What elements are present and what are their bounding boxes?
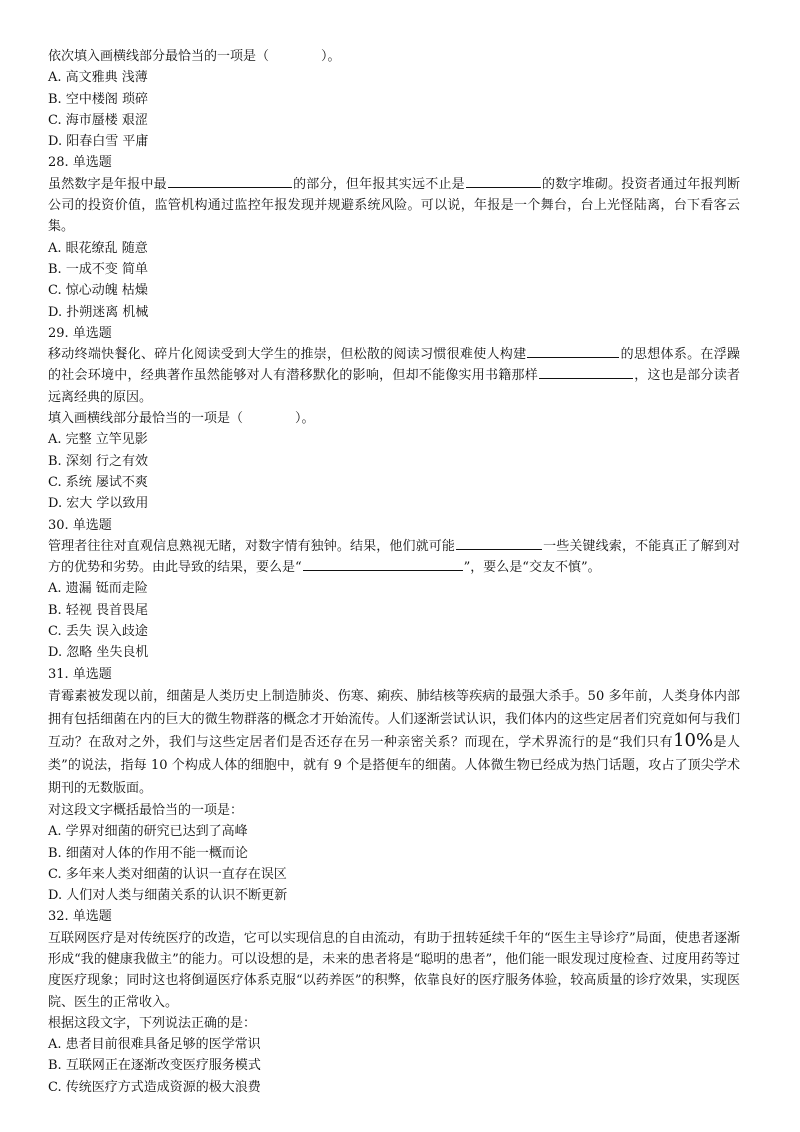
q29-option-c: C. 系统 屡试不爽 (48, 474, 148, 490)
q30-header: 30. 单选题 (48, 517, 112, 533)
q29-stem-part-a: 移动终端快餐化、碎片化阅读受到大学生的推崇，但松散的阅读习惯很难使人构建 (48, 347, 527, 363)
q28-blank-1 (168, 174, 292, 188)
q29-blank-1 (527, 344, 619, 358)
q30-option-b: B. 轻视 畏首畏尾 (48, 602, 148, 618)
q30-blank-2 (303, 557, 463, 571)
q30-option-a: A. 遗漏 铤而走险 (48, 581, 148, 597)
q28-header: 28. 单选题 (48, 155, 112, 171)
q31-option-a: A. 学界对细菌的研究已达到了高峰 (48, 824, 248, 840)
q28-stem-part-c: 的数字堆砌。投资者通过年报判断公司的投资价值，监管机构通过监控年报发现并规避系统风险。可以说，年报是一个舞台，台上光怪陆离，台下看客云集。 (48, 176, 740, 235)
q31-option-c: C. 多年来人类对细菌的认识一直存在误区 (48, 866, 287, 882)
q29-option-b: B. 深刻 行之有效 (48, 453, 148, 469)
q27-option-c: C. 海市蜃楼 艰涩 (48, 112, 148, 128)
q30-stem-part-c: ”，要么是“交友不慎”。 (463, 560, 601, 576)
q28-option-a: A. 眼花缭乱 随意 (48, 240, 148, 256)
q32-header: 32. 单选题 (48, 909, 112, 925)
q31-header: 31. 单选题 (48, 666, 112, 682)
q31-prompt: 对这段文字概括最恰当的一项是： (48, 802, 244, 818)
q31-stem (48, 685, 740, 800)
q30-option-c: C. 丢失 误入歧途 (48, 624, 148, 640)
q29-option-a: A. 完整 立竿见影 (48, 432, 148, 448)
q29-stem-part-b: 的思想体系。在浮躁的社会环境中，经典著作虽然能够对人有潜移默化的影响，但却不能像实用书籍那样 (48, 347, 740, 384)
q31-option-d: D. 人们对人类与细菌关系的认识不断更新 (48, 888, 288, 904)
q32-option-a: A. 患者目前很难具备足够的医学常识 (48, 1037, 261, 1053)
q29-blank-2 (539, 365, 633, 379)
q28-blank-2 (466, 174, 541, 188)
q29-header: 29. 单选题 (48, 325, 112, 341)
q30-stem-part-a: 管理者往往对直观信息熟视无睹，对数字情有独钟。结果，他们就可能 (48, 538, 456, 554)
q32-option-c: C. 传统医疗方式造成资源的极大浪费 (48, 1079, 261, 1095)
q28-option-d: D. 扑朔迷离 机械 (48, 304, 149, 320)
q29-stem-part-c: ，这也是部分读者远离经典的原因。 (48, 368, 740, 405)
q28-option-b: B. 一成不变 简单 (48, 261, 148, 277)
q30-stem (48, 536, 740, 579)
q30-blank-1 (456, 536, 542, 550)
q31-stem-percent: 10% (673, 729, 714, 751)
q32-stem: 互联网医疗是对传统医疗的改造，它可以实现信息的自由流动，有助于扭转延续千年的“医生主导诊疗”局面，使患者逐渐形成“我的健康我做主”的能力。可以设想的是，未来的患者将是“聪明的患者”，他们能一眼发现过度检查、过度用药等过度医疗现象；同时这也将倒逼医疗体系克服“以药养医”的积弊，依靠良好的医疗服务体验，较高质量的诊疗效果，实现医院、医生的正常收入。 (48, 930, 740, 1010)
q32-prompt: 根据这段文字，下列说法正确的是： (48, 1015, 257, 1031)
q28-stem-part-a: 虽然数字是年报中最 (48, 176, 167, 192)
q28-stem (48, 174, 740, 238)
q29-option-d: D. 宏大 学以致用 (48, 496, 149, 512)
q27-option-b: B. 空中楼阁 琐碎 (48, 91, 148, 107)
q29-prompt: 填入画横线部分最恰当的一项是（ ）。 (48, 411, 315, 427)
q30-option-d: D. 忽略 坐失良机 (48, 645, 149, 661)
q27-prompt: 依次填入画横线部分最恰当的一项是（ ）。 (48, 49, 341, 64)
q27-option-a: A. 高文雅典 浅薄 (48, 70, 148, 86)
q31-option-b: B. 细菌对人体的作用不能一概而论 (48, 845, 248, 861)
q27-option-d: D. 阳春白雪 平庸 (48, 134, 149, 150)
q30-stem-part-b: 一些关键线索，不能真正了解到对方的优势和劣势。由此导致的结果，要么是“ (48, 538, 740, 576)
q32-option-b: B. 互联网正在逐渐改变医疗服务模式 (48, 1058, 261, 1074)
q29-stem (48, 344, 740, 408)
q31-stem-part-b: 是人类”的说法，指每 10 个构成人体的细胞中，就有 9 个是搭便车的细菌。人体微生物已经成为热门话题，攻占了顶尖学术期刊的无数版面。 (48, 734, 740, 796)
q31-stem-part-a: 青霉素被发现以前，细菌是人类历史上制造肺炎、伤寒、痢疾、肺结核等疾病的最强大杀手。50 多年前，人类身体内部拥有包括细菌在内的巨大的微生物群落的概念才开始流传。人们逐渐尝试认识，我们体内的这些定居者们究竟如何与我们互动？在敌对之外，我们与这些定居者们是否还存在另一种亲密关系？而现在，学术界流行的是“我们只有 (48, 688, 740, 750)
q28-stem-part-b: 的部分，但年报其实远不止是 (292, 176, 465, 192)
q28-option-c: C. 惊心动魄 枯燥 (48, 283, 148, 299)
